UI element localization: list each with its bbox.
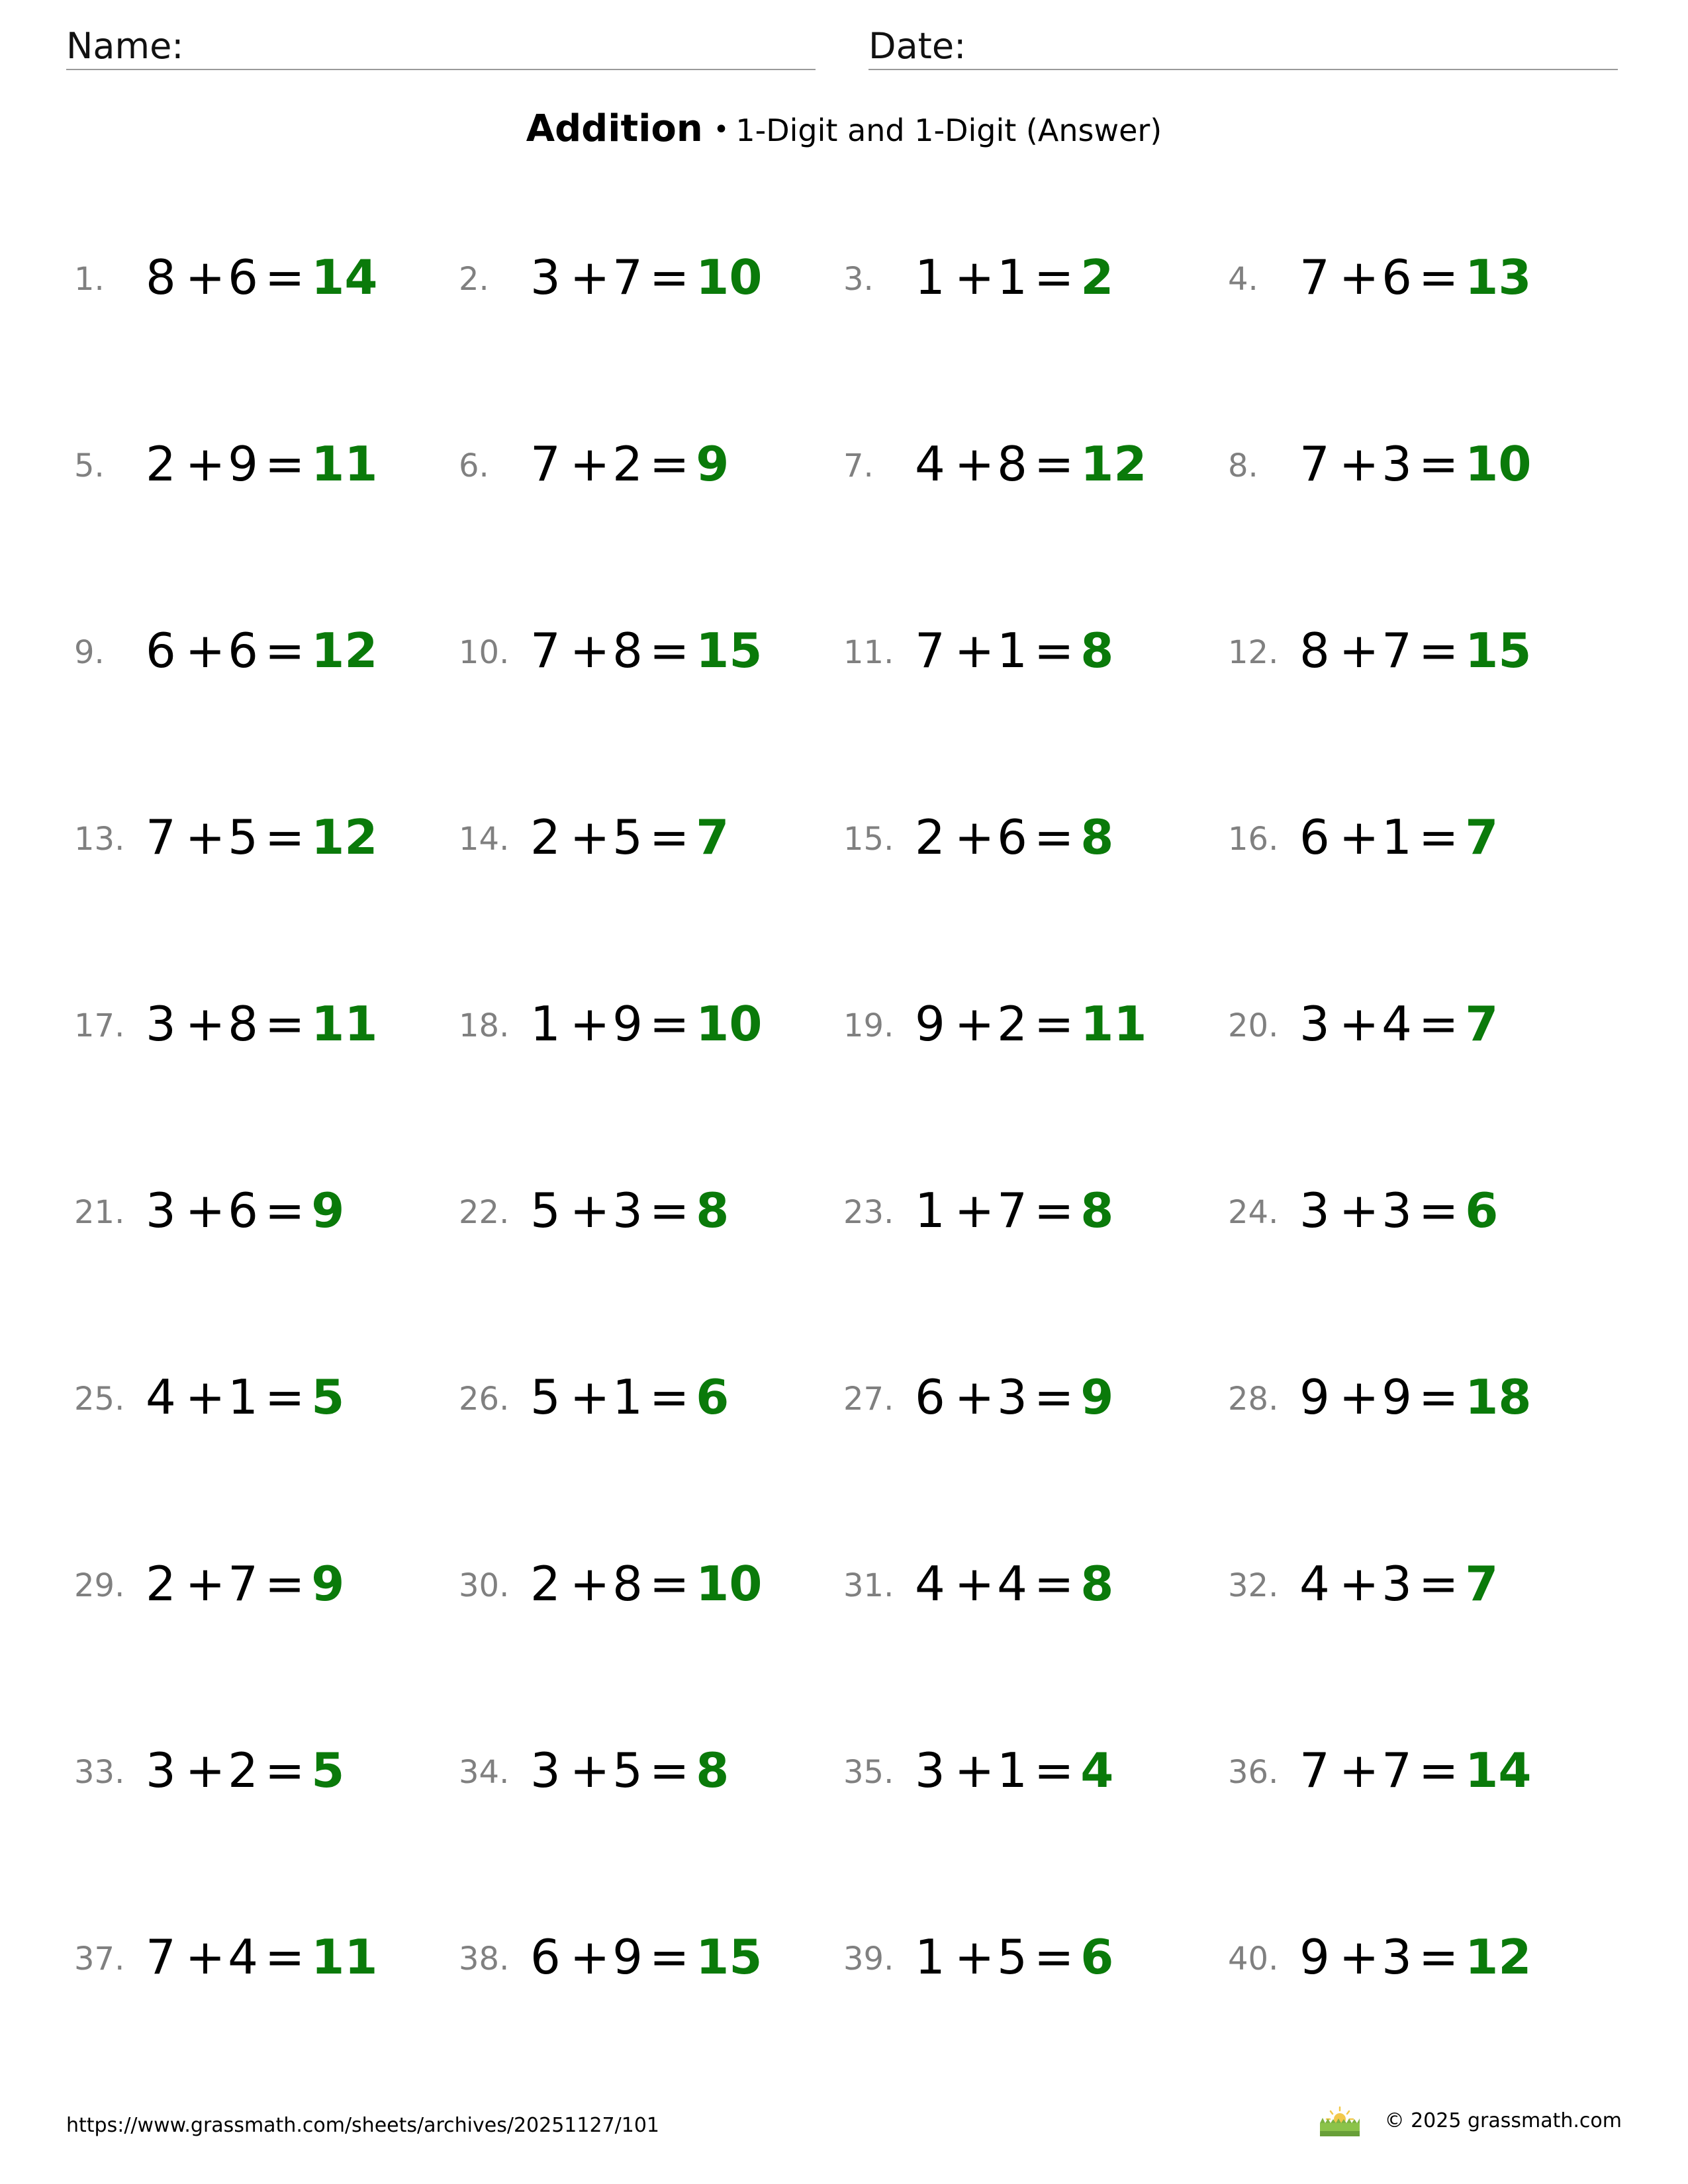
addend-a: 9 xyxy=(915,996,945,1052)
problem-expression xyxy=(530,1741,729,1800)
addend-a: 7 xyxy=(146,1929,176,1985)
name-field[interactable] xyxy=(66,24,816,70)
problem-expression xyxy=(915,1367,1113,1427)
plus-operator: + xyxy=(1338,250,1380,305)
plus-operator: + xyxy=(185,1929,226,1985)
answer: 11 xyxy=(311,1929,378,1985)
problem-expression xyxy=(1299,1554,1498,1614)
problem-number: 11. xyxy=(843,634,894,671)
answer: 7 xyxy=(1465,1556,1499,1612)
problem-number: 33. xyxy=(74,1754,125,1791)
problem-expression xyxy=(530,1181,729,1240)
problem-expression xyxy=(1299,994,1498,1054)
problem-expression xyxy=(915,994,1147,1054)
problem-expression xyxy=(146,1927,377,1987)
plus-operator: + xyxy=(954,436,995,492)
addend-a: 7 xyxy=(530,436,561,492)
equals-sign: = xyxy=(1033,1183,1074,1238)
addend-a: 9 xyxy=(1299,1369,1330,1425)
addend-b: 1 xyxy=(612,1369,643,1425)
problem-expression xyxy=(1299,1927,1531,1987)
plus-operator: + xyxy=(569,1556,610,1612)
answer: 14 xyxy=(311,250,378,305)
answer: 9 xyxy=(311,1556,345,1612)
problem-expression xyxy=(146,1741,344,1800)
plus-operator: + xyxy=(954,996,995,1052)
problem-number: 16. xyxy=(1228,821,1279,858)
answer: 12 xyxy=(1080,436,1147,492)
addend-a: 2 xyxy=(530,1556,561,1612)
problem-expression xyxy=(915,621,1113,680)
addend-a: 5 xyxy=(530,1183,561,1238)
addend-a: 1 xyxy=(915,250,945,305)
equals-sign: = xyxy=(1418,623,1459,678)
plus-operator: + xyxy=(569,809,610,865)
answer: 6 xyxy=(1080,1929,1114,1985)
addend-a: 3 xyxy=(530,1743,561,1798)
equals-sign: = xyxy=(1033,1369,1074,1425)
addend-a: 2 xyxy=(146,1556,176,1612)
problem-number: 27. xyxy=(843,1381,894,1418)
equals-sign: = xyxy=(1418,996,1459,1052)
plus-operator: + xyxy=(185,996,226,1052)
problem-expression xyxy=(1299,1741,1531,1800)
answer: 15 xyxy=(1465,623,1532,678)
worksheet-title xyxy=(0,106,1688,154)
footer-url[interactable]: https://www.grassmath.com/sheets/archives/20251127/101 xyxy=(66,2114,660,2137)
addend-a: 4 xyxy=(1299,1556,1330,1612)
plus-operator: + xyxy=(1338,1929,1380,1985)
addend-a: 8 xyxy=(1299,623,1330,678)
equals-sign: = xyxy=(1033,1556,1074,1612)
plus-operator: + xyxy=(1338,996,1380,1052)
answer: 8 xyxy=(696,1183,729,1238)
addend-a: 6 xyxy=(146,623,176,678)
equals-sign: = xyxy=(264,1743,305,1798)
problem-expression xyxy=(915,1181,1113,1240)
problem-number: 9. xyxy=(74,634,105,671)
addend-b: 8 xyxy=(612,623,643,678)
answer: 11 xyxy=(311,436,378,492)
equals-sign: = xyxy=(264,1183,305,1238)
plus-operator: + xyxy=(1338,623,1380,678)
addend-a: 7 xyxy=(530,623,561,678)
answer: 12 xyxy=(311,623,378,678)
plus-operator: + xyxy=(569,436,610,492)
problem-expression xyxy=(146,1554,344,1614)
addend-a: 3 xyxy=(146,1183,176,1238)
equals-sign: = xyxy=(1418,1556,1459,1612)
plus-operator: + xyxy=(1338,436,1380,492)
addend-a: 7 xyxy=(915,623,945,678)
problem-number: 24. xyxy=(1228,1194,1279,1231)
answer: 9 xyxy=(696,436,729,492)
addend-a: 3 xyxy=(530,250,561,305)
problem-number: 37. xyxy=(74,1940,125,1978)
answer: 15 xyxy=(696,1929,763,1985)
addend-b: 1 xyxy=(997,250,1027,305)
addend-a: 1 xyxy=(915,1183,945,1238)
plus-operator: + xyxy=(1338,809,1380,865)
problem-expression xyxy=(146,807,377,867)
answer: 18 xyxy=(1465,1369,1532,1425)
equals-sign: = xyxy=(649,1556,690,1612)
problem-number: 21. xyxy=(74,1194,125,1231)
problem-expression xyxy=(530,807,729,867)
problem-number: 5. xyxy=(74,447,105,484)
problem-number: 10. xyxy=(459,634,510,671)
problem-number: 17. xyxy=(74,1007,125,1044)
problem-expression xyxy=(530,1367,729,1427)
addend-a: 6 xyxy=(1299,809,1330,865)
problem-number: 18. xyxy=(459,1007,510,1044)
answer: 8 xyxy=(1080,1556,1114,1612)
plus-operator: + xyxy=(185,809,226,865)
problem-number: 20. xyxy=(1228,1007,1279,1044)
addend-a: 7 xyxy=(146,809,176,865)
problem-expression xyxy=(915,1554,1113,1614)
problem-expression xyxy=(1299,434,1531,494)
problem-expression xyxy=(1299,621,1531,680)
addend-b: 3 xyxy=(1382,1183,1412,1238)
problem-number: 36. xyxy=(1228,1754,1279,1791)
addend-b: 6 xyxy=(228,1183,258,1238)
answer: 11 xyxy=(311,996,378,1052)
problem-number: 23. xyxy=(843,1194,894,1231)
problem-expression xyxy=(530,248,762,307)
addend-a: 4 xyxy=(146,1369,176,1425)
problem-number: 15. xyxy=(843,821,894,858)
addend-b: 1 xyxy=(997,623,1027,678)
equals-sign: = xyxy=(649,1369,690,1425)
equals-sign: = xyxy=(649,1929,690,1985)
plus-operator: + xyxy=(1338,1183,1380,1238)
title-separator: • xyxy=(713,114,729,145)
plus-operator: + xyxy=(954,1556,995,1612)
equals-sign: = xyxy=(264,623,305,678)
plus-operator: + xyxy=(954,1929,995,1985)
addend-a: 3 xyxy=(146,996,176,1052)
addend-b: 3 xyxy=(997,1369,1027,1425)
equals-sign: = xyxy=(1418,1929,1459,1985)
addend-b: 2 xyxy=(228,1743,258,1798)
addend-a: 3 xyxy=(1299,996,1330,1052)
problem-number: 13. xyxy=(74,821,125,858)
problem-number: 40. xyxy=(1228,1940,1279,1978)
equals-sign: = xyxy=(1033,1929,1074,1985)
addend-a: 3 xyxy=(1299,1183,1330,1238)
problem-number: 34. xyxy=(459,1754,510,1791)
answer: 10 xyxy=(1465,436,1532,492)
addend-b: 3 xyxy=(1382,436,1412,492)
equals-sign: = xyxy=(1033,996,1074,1052)
footer-brand xyxy=(1319,2105,1622,2144)
addend-b: 6 xyxy=(997,809,1027,865)
plus-operator: + xyxy=(954,1743,995,1798)
answer: 10 xyxy=(696,250,763,305)
equals-sign: = xyxy=(1033,809,1074,865)
addend-b: 6 xyxy=(228,623,258,678)
addend-b: 1 xyxy=(997,1743,1027,1798)
problem-expression xyxy=(146,1181,344,1240)
problem-number: 28. xyxy=(1228,1381,1279,1418)
addend-b: 9 xyxy=(1382,1369,1412,1425)
problem-number: 6. xyxy=(459,447,489,484)
equals-sign: = xyxy=(264,996,305,1052)
addend-b: 8 xyxy=(997,436,1027,492)
plus-operator: + xyxy=(954,250,995,305)
plus-operator: + xyxy=(1338,1369,1380,1425)
equals-sign: = xyxy=(1418,250,1459,305)
problem-expression xyxy=(530,1927,762,1987)
problem-expression xyxy=(915,1741,1113,1800)
addend-a: 1 xyxy=(530,996,561,1052)
answer: 7 xyxy=(1465,809,1499,865)
equals-sign: = xyxy=(264,250,305,305)
addend-b: 6 xyxy=(228,250,258,305)
answer: 4 xyxy=(1080,1743,1114,1798)
answer: 6 xyxy=(696,1369,729,1425)
addend-a: 2 xyxy=(530,809,561,865)
problem-expression xyxy=(146,1367,344,1427)
problem-number: 35. xyxy=(843,1754,894,1791)
answer: 9 xyxy=(1080,1369,1114,1425)
problem-number: 12. xyxy=(1228,634,1279,671)
plus-operator: + xyxy=(569,1183,610,1238)
addend-b: 5 xyxy=(997,1929,1027,1985)
equals-sign: = xyxy=(1418,1743,1459,1798)
problem-number: 32. xyxy=(1228,1567,1279,1604)
title-main: Addition xyxy=(526,107,703,150)
problem-number: 30. xyxy=(459,1567,510,1604)
plus-operator: + xyxy=(185,1183,226,1238)
plus-operator: + xyxy=(954,1183,995,1238)
plus-operator: + xyxy=(185,623,226,678)
problem-expression xyxy=(146,994,377,1054)
addend-b: 7 xyxy=(997,1183,1027,1238)
answer: 8 xyxy=(1080,1183,1114,1238)
addend-b: 2 xyxy=(612,436,643,492)
problem-expression xyxy=(146,621,377,680)
answer: 10 xyxy=(696,1556,763,1612)
equals-sign: = xyxy=(264,809,305,865)
addend-b: 2 xyxy=(997,996,1027,1052)
date-label: Date: xyxy=(868,25,966,67)
copyright: © 2025 grassmath.com xyxy=(1384,2109,1622,2132)
equals-sign: = xyxy=(649,1743,690,1798)
addend-b: 7 xyxy=(1382,623,1412,678)
answer: 9 xyxy=(311,1183,345,1238)
equals-sign: = xyxy=(1033,436,1074,492)
addend-a: 7 xyxy=(1299,1743,1330,1798)
problem-number: 39. xyxy=(843,1940,894,1978)
addend-b: 7 xyxy=(228,1556,258,1612)
problem-expression xyxy=(1299,807,1498,867)
equals-sign: = xyxy=(264,1929,305,1985)
name-label: Name: xyxy=(66,25,184,67)
addend-b: 1 xyxy=(1382,809,1412,865)
answer: 10 xyxy=(696,996,763,1052)
problem-expression xyxy=(530,621,762,680)
problem-expression xyxy=(915,807,1113,867)
answer: 5 xyxy=(311,1743,345,1798)
addend-a: 2 xyxy=(915,809,945,865)
addend-a: 6 xyxy=(530,1929,561,1985)
problem-expression xyxy=(1299,248,1531,307)
addend-b: 6 xyxy=(1382,250,1412,305)
plus-operator: + xyxy=(954,1369,995,1425)
problem-number: 22. xyxy=(459,1194,510,1231)
equals-sign: = xyxy=(264,436,305,492)
problem-expression xyxy=(530,1554,762,1614)
plus-operator: + xyxy=(185,1556,226,1612)
answer: 5 xyxy=(311,1369,345,1425)
problem-grid xyxy=(0,238,1688,2025)
equals-sign: = xyxy=(264,1556,305,1612)
problem-number: 1. xyxy=(74,261,105,298)
addend-a: 4 xyxy=(915,436,945,492)
plus-operator: + xyxy=(185,1743,226,1798)
problem-number: 19. xyxy=(843,1007,894,1044)
answer: 6 xyxy=(1465,1183,1499,1238)
addend-b: 9 xyxy=(612,1929,643,1985)
plus-operator: + xyxy=(569,1929,610,1985)
addend-b: 4 xyxy=(997,1556,1027,1612)
problem-expression xyxy=(1299,1367,1531,1427)
addend-b: 5 xyxy=(612,809,643,865)
addend-b: 5 xyxy=(612,1743,643,1798)
grass-sun-logo-icon xyxy=(1319,2105,1361,2138)
addend-b: 9 xyxy=(612,996,643,1052)
plus-operator: + xyxy=(1338,1556,1380,1612)
plus-operator: + xyxy=(569,1369,610,1425)
plus-operator: + xyxy=(185,436,226,492)
problem-number: 31. xyxy=(843,1567,894,1604)
plus-operator: + xyxy=(185,1369,226,1425)
addend-b: 8 xyxy=(228,996,258,1052)
answer: 2 xyxy=(1080,250,1114,305)
problem-expression xyxy=(146,434,377,494)
problem-number: 3. xyxy=(843,261,874,298)
answer: 7 xyxy=(696,809,729,865)
equals-sign: = xyxy=(1033,250,1074,305)
equals-sign: = xyxy=(649,809,690,865)
problem-expression xyxy=(1299,1181,1498,1240)
equals-sign: = xyxy=(649,996,690,1052)
problem-expression xyxy=(915,1927,1113,1987)
addend-a: 2 xyxy=(146,436,176,492)
problem-number: 29. xyxy=(74,1567,125,1604)
equals-sign: = xyxy=(649,436,690,492)
equals-sign: = xyxy=(649,250,690,305)
problem-expression xyxy=(530,434,729,494)
equals-sign: = xyxy=(649,623,690,678)
equals-sign: = xyxy=(1033,1743,1074,1798)
addend-a: 5 xyxy=(530,1369,561,1425)
addend-a: 7 xyxy=(1299,250,1330,305)
answer: 15 xyxy=(696,623,763,678)
equals-sign: = xyxy=(649,1183,690,1238)
answer: 12 xyxy=(1465,1929,1532,1985)
addend-a: 7 xyxy=(1299,436,1330,492)
addend-b: 7 xyxy=(612,250,643,305)
addend-a: 6 xyxy=(915,1369,945,1425)
plus-operator: + xyxy=(954,809,995,865)
equals-sign: = xyxy=(1418,1369,1459,1425)
answer: 8 xyxy=(1080,623,1114,678)
answer: 8 xyxy=(1080,809,1114,865)
plus-operator: + xyxy=(569,250,610,305)
addend-a: 8 xyxy=(146,250,176,305)
problem-expression xyxy=(915,248,1113,307)
addend-b: 1 xyxy=(228,1369,258,1425)
plus-operator: + xyxy=(954,623,995,678)
addend-b: 4 xyxy=(1382,996,1412,1052)
plus-operator: + xyxy=(569,996,610,1052)
addend-a: 9 xyxy=(1299,1929,1330,1985)
addend-a: 3 xyxy=(146,1743,176,1798)
date-field[interactable] xyxy=(868,24,1618,70)
plus-operator: + xyxy=(185,250,226,305)
answer: 12 xyxy=(311,809,378,865)
problem-number: 26. xyxy=(459,1381,510,1418)
answer: 8 xyxy=(696,1743,729,1798)
problem-number: 4. xyxy=(1228,261,1258,298)
addend-a: 3 xyxy=(915,1743,945,1798)
equals-sign: = xyxy=(264,1369,305,1425)
addend-b: 8 xyxy=(612,1556,643,1612)
addend-b: 9 xyxy=(228,436,258,492)
answer: 7 xyxy=(1465,996,1499,1052)
problem-expression xyxy=(146,248,377,307)
answer: 11 xyxy=(1080,996,1147,1052)
addend-b: 5 xyxy=(228,809,258,865)
addend-b: 3 xyxy=(612,1183,643,1238)
problem-number: 38. xyxy=(459,1940,510,1978)
problem-number: 7. xyxy=(843,447,874,484)
equals-sign: = xyxy=(1418,809,1459,865)
addend-b: 3 xyxy=(1382,1556,1412,1612)
plus-operator: + xyxy=(569,1743,610,1798)
answer: 14 xyxy=(1465,1743,1532,1798)
equals-sign: = xyxy=(1418,436,1459,492)
problem-number: 14. xyxy=(459,821,510,858)
addend-a: 1 xyxy=(915,1929,945,1985)
addend-b: 4 xyxy=(228,1929,258,1985)
plus-operator: + xyxy=(569,623,610,678)
addend-b: 3 xyxy=(1382,1929,1412,1985)
addend-b: 7 xyxy=(1382,1743,1412,1798)
plus-operator: + xyxy=(1338,1743,1380,1798)
equals-sign: = xyxy=(1033,623,1074,678)
answer: 13 xyxy=(1465,250,1532,305)
problem-expression xyxy=(915,434,1147,494)
problem-number: 8. xyxy=(1228,447,1258,484)
problem-number: 25. xyxy=(74,1381,125,1418)
addend-a: 4 xyxy=(915,1556,945,1612)
equals-sign: = xyxy=(1418,1183,1459,1238)
problem-expression xyxy=(530,994,762,1054)
title-subtitle: 1-Digit and 1-Digit (Answer) xyxy=(735,113,1162,148)
problem-number: 2. xyxy=(459,261,489,298)
